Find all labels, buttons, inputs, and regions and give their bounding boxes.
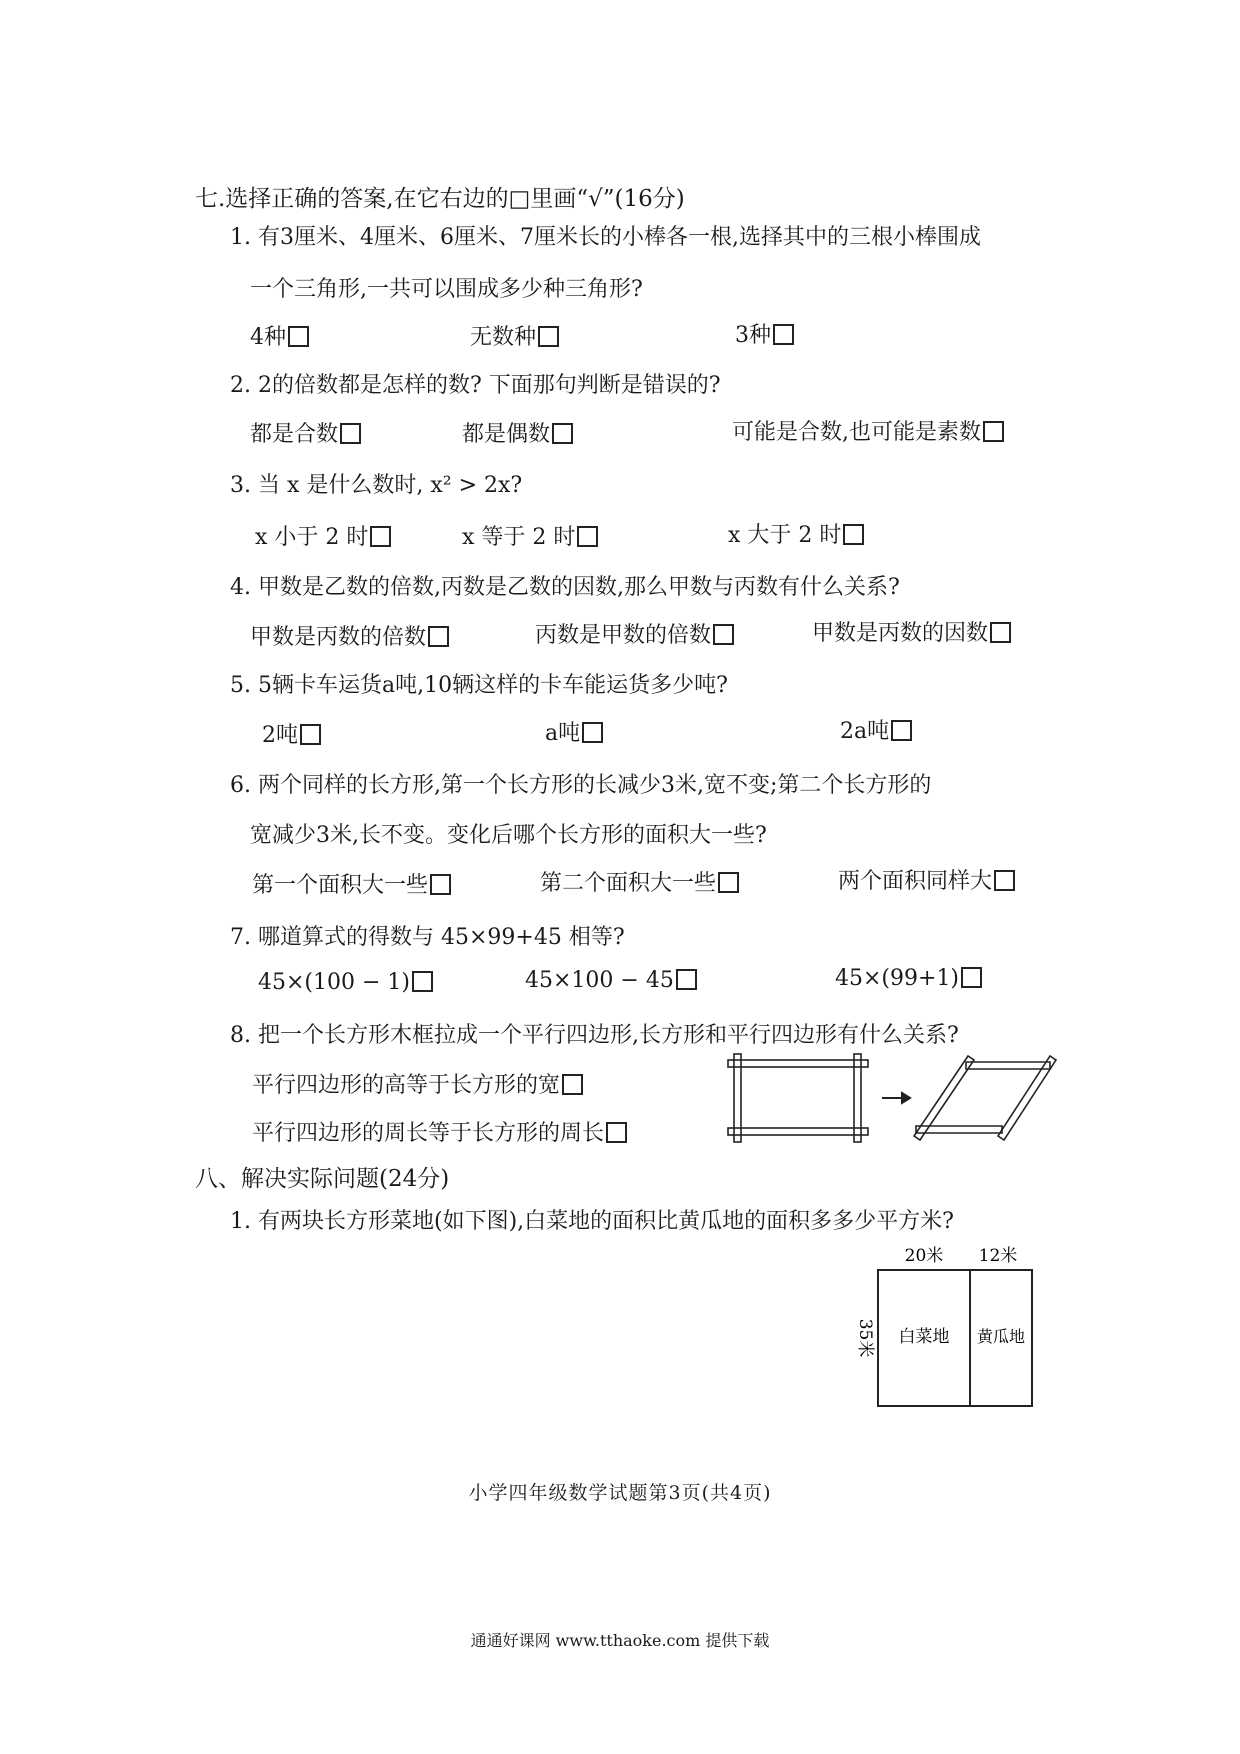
parallelogram-frame [914,1056,1056,1140]
q2-option-b [462,417,573,448]
q2-line-1: 2. 2的倍数都是怎样的数? 下面那句判断是错误的? [230,373,721,398]
option-label: 4种 [250,325,286,350]
answer-checkbox[interactable] [961,967,982,988]
section-7-title: 七.选择正确的答案,在它右边的□里画“√”(16分) [195,186,685,212]
q5-option-b [545,716,603,747]
answer-checkbox[interactable] [340,423,361,444]
answer-checkbox[interactable] [843,524,864,545]
option-label: 平行四边形的高等于长方形的宽 [252,1073,561,1098]
q4-line-1: 4. 甲数是乙数的倍数,丙数是乙数的因数,那么甲数与丙数有什么关系? [230,575,900,600]
answer-checkbox[interactable] [718,872,739,893]
q1-line-1: 1. 有3厘米、4厘米、6厘米、7厘米长的小棒各一根,选择其中的三根小棒围成 [230,225,981,250]
option-label: 45×100 − 45 [525,968,674,993]
q7-line-1: 7. 哪道算式的得数与 45×99+45 相等? [230,925,625,950]
q4-option-a [250,620,449,651]
option-label: 可能是合数,也可能是素数 [732,420,981,445]
q6-option-c [838,864,1015,895]
option-label: x 等于 2 时 [462,525,576,550]
q7-option-c [835,966,982,991]
option-label: 第一个面积大一些 [252,873,429,898]
q6-option-a [252,868,451,899]
side-dimension: 35米 [855,1318,875,1358]
cucumber-plot-label: 黄瓜地 [976,1327,1026,1346]
download-credit: 通通好课网 www.tthaoke.com 提供下载 [470,1631,770,1650]
option-label: 3种 [735,323,771,348]
option-label: 两个面积同样大 [838,869,993,894]
section-8-title: 八、解决实际问题(24分) [195,1166,450,1192]
option-label: 都是合数 [250,422,339,447]
q1-line-2: 一个三角形,一共可以围成多少种三角形? [250,277,643,302]
top-right-dimension: 12米 [978,1246,1018,1266]
q8-option-b [252,1116,627,1147]
option-label: 平行四边形的周长等于长方形的周长 [252,1121,605,1146]
answer-checkbox[interactable] [773,324,794,345]
answer-checkbox[interactable] [370,526,391,547]
q4-option-b [535,618,734,649]
q1-option-a [250,320,309,351]
answer-checkbox[interactable] [577,526,598,547]
answer-checkbox[interactable] [412,971,433,992]
answer-checkbox[interactable] [582,722,603,743]
q5-option-a [262,718,321,749]
option-label: 45×(100 − 1) [258,970,411,995]
q7-option-b [525,968,697,993]
option-label: a吨 [545,721,581,746]
cabbage-plot-label: 白菜地 [898,1327,950,1347]
answer-checkbox[interactable] [713,624,734,645]
section-8-q1: 1. 有两块长方形菜地(如下图),白菜地的面积比黄瓜地的面积多多少平方米? [230,1209,954,1234]
option-label: 甲数是丙数的倍数 [250,625,427,650]
q7-option-a [258,970,433,995]
vegetable-plots-figure [840,1245,1040,1410]
option-label: x 小于 2 时 [255,525,369,550]
answer-checkbox[interactable] [430,874,451,895]
q4-option-c [812,616,1011,647]
q5-line-1: 5. 5辆卡车运货a吨,10辆这样的卡车能运货多少吨? [230,673,728,698]
q3-option-b [462,520,598,551]
q2-option-c [732,415,1004,446]
q6-line-1: 6. 两个同样的长方形,第一个长方形的长减少3米,宽不变;第二个长方形的 [230,773,932,798]
rectangle-frame [728,1054,868,1142]
answer-checkbox[interactable] [983,421,1004,442]
answer-checkbox[interactable] [606,1122,627,1143]
option-label: 甲数是丙数的因数 [812,621,989,646]
q3-option-c [728,518,864,549]
answer-checkbox[interactable] [288,326,309,347]
answer-checkbox[interactable] [891,720,912,741]
q1-option-b [470,320,559,351]
answer-checkbox[interactable] [676,969,697,990]
q6-line-2: 宽减少3米,长不变。变化后哪个长方形的面积大一些? [250,823,767,848]
option-label: 45×(99+1) [835,966,960,991]
answer-checkbox[interactable] [552,423,573,444]
q6-option-b [540,866,739,897]
q8-line-1: 8. 把一个长方形木框拉成一个平行四边形,长方形和平行四边形有什么关系? [230,1023,959,1048]
arrow-icon [882,1093,910,1103]
q2-option-a [250,417,361,448]
option-label: 都是偶数 [462,422,551,447]
option-label: 丙数是甲数的倍数 [535,623,712,648]
answer-checkbox[interactable] [994,870,1015,891]
q3-option-a [255,520,391,551]
q1-option-c [735,318,794,349]
answer-checkbox[interactable] [428,626,449,647]
page-footer: 小学四年级数学试题第3页(共4页) [468,1482,772,1504]
q5-option-c [840,714,912,745]
option-label: 2a吨 [840,719,890,744]
top-left-dimension: 20米 [904,1246,944,1266]
option-label: 无数种 [470,325,537,350]
option-label: 第二个面积大一些 [540,871,717,896]
q3-line-1: 3. 当 x 是什么数时, x² > 2x? [230,473,523,498]
answer-checkbox[interactable] [300,724,321,745]
option-label: x 大于 2 时 [728,523,842,548]
option-label: 2吨 [262,723,298,748]
frame-transform-figure [720,1050,1060,1160]
answer-checkbox[interactable] [562,1074,583,1095]
answer-checkbox[interactable] [538,326,559,347]
q8-option-a [252,1068,583,1099]
answer-checkbox[interactable] [990,622,1011,643]
